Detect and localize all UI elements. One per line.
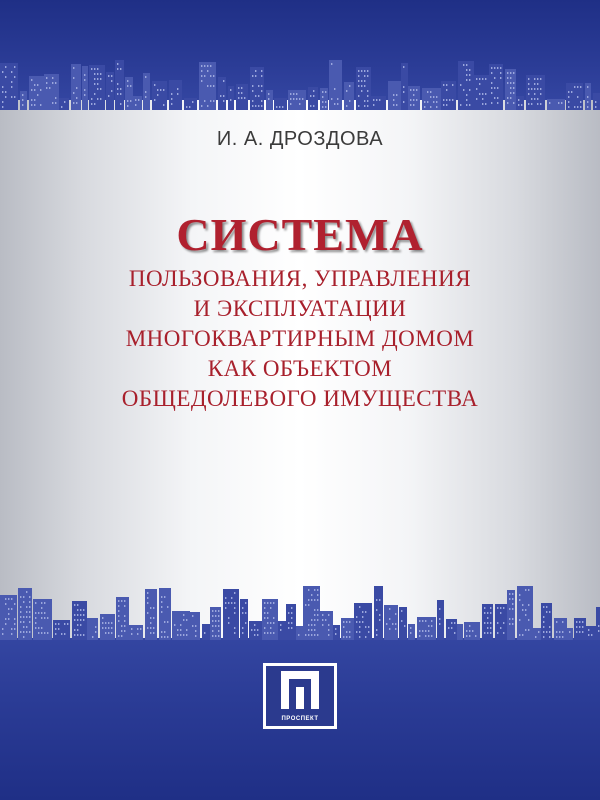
author-name: И. А. ДРОЗДОВА — [216, 128, 384, 150]
book-title: СИСТЕМА — [176, 209, 424, 260]
subtitle-line: ОБЩЕДОЛЕВОГО ИМУЩЕСТВА — [121, 386, 479, 411]
subtitle-line: И ЭКСПЛУАТАЦИИ — [193, 296, 407, 321]
publisher-logo-text: ПРОСПЕКТ — [281, 716, 319, 722]
city-skyline-top-icon — [0, 55, 600, 110]
subtitle-line: КАК ОБЪЕКТОМ — [207, 356, 393, 381]
subtitle-line: ПОЛЬЗОВАНИЯ, УПРАВЛЕНИЯ — [128, 266, 472, 291]
city-skyline-bottom-icon — [0, 580, 600, 640]
book-subtitle — [0, 264, 600, 414]
subtitle-line: МНОГОКВАРТИРНЫМ ДОМОМ — [125, 326, 475, 351]
